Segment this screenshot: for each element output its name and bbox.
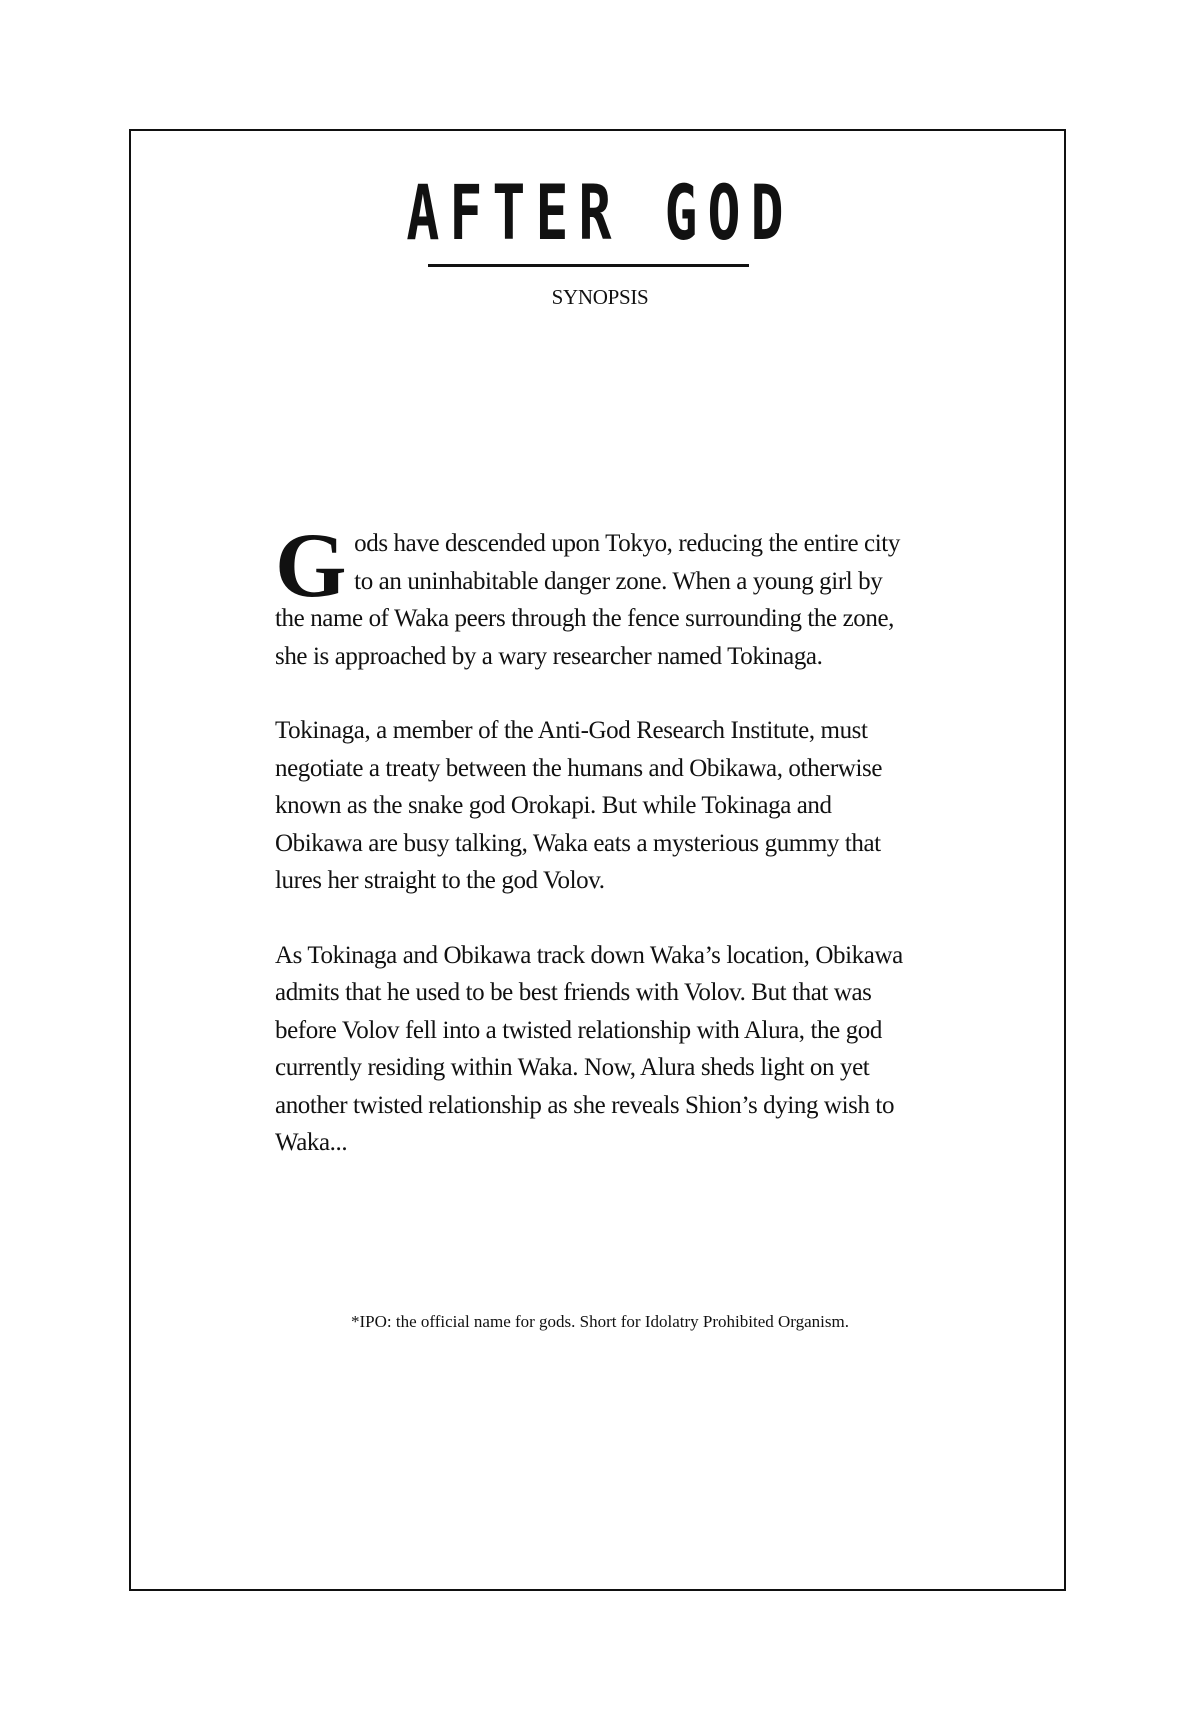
- footnote: *IPO: the official name for gods. Short for Idolatry Prohibited Organism.: [351, 1312, 849, 1331]
- synopsis-paragraph-2: [275, 712, 915, 900]
- synopsis-body: [275, 514, 915, 1199]
- paragraph-text: As Tokinaga and Obikawa track down Waka’s location, Obikawa admits that he used to be best friends with Volov. But that was before Volov fell into a twisted relationship with Alura, the god currently residing within Waka. Now, Alura sheds light on yet another twisted relationship as she reveals Shion’s dying wish to Waka...: [275, 941, 903, 1156]
- synopsis-paragraph-3: [275, 937, 915, 1162]
- title-underline-divider: [428, 264, 749, 267]
- synopsis-paragraph-1: [275, 514, 915, 675]
- paragraph-text: ods have descended upon Tokyo, reducing the entire city to an uninhabitable danger zone. When a young girl by the name of Waka peers through the fence surrounding the zone, she is approached by a wary researcher named Tokinaga.: [275, 530, 900, 670]
- paragraph-text: Tokinaga, a member of the Anti-God Research Institute, must negotiate a treaty between the humans and Obikawa, otherwise known as the snake god Orokapi. But while Tokinaga and Obikawa are busy talking, Waka eats a mysterious gummy that lures her straight to the god Volov.: [275, 717, 883, 894]
- book-title: AFTER GOD: [406, 168, 794, 257]
- drop-cap-letter: G: [275, 514, 347, 616]
- section-heading: SYNOPSIS: [551, 285, 649, 309]
